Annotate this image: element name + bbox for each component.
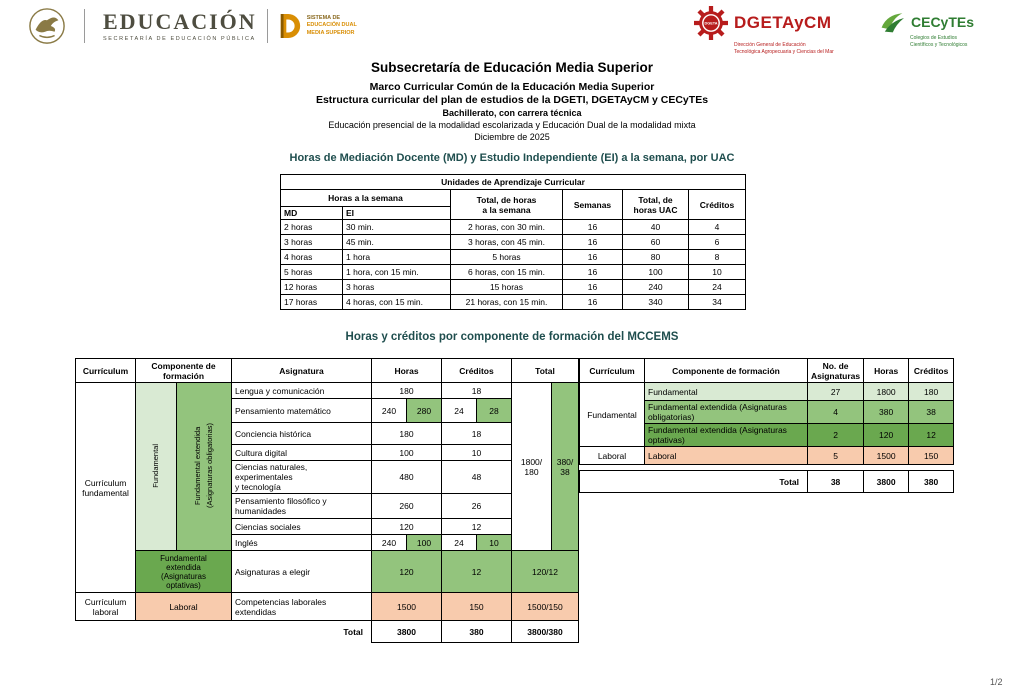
curriculum-cell: Fundamental: [580, 383, 645, 447]
dual-line3: MEDIA SUPERIOR: [306, 29, 355, 36]
table-row: [76, 383, 579, 399]
subject-creditos-ext: 10: [477, 535, 512, 551]
table-row: [580, 471, 954, 493]
grand-total-label: Total: [343, 626, 363, 637]
col-horas: Horas: [372, 359, 442, 383]
uac-cell: 16: [563, 295, 623, 310]
num-cell: 5: [808, 447, 864, 465]
uac-cell: 340: [623, 295, 689, 310]
uac-cell: 40: [623, 220, 689, 235]
subject-creditos: 18: [442, 383, 512, 399]
table-row: [76, 551, 579, 593]
table-row: [281, 235, 746, 250]
sep-logo: [28, 7, 257, 45]
cecytes-caption-1: Colegios de Estudios: [910, 35, 957, 41]
dgetaycm-caption-1: Dirección General de Educación: [734, 42, 806, 48]
optativas-label: Fundamental extendida (Asignaturas optativas): [136, 551, 232, 593]
table-row: [580, 447, 954, 465]
uac-cell: 34: [689, 295, 746, 310]
uac-cell: 15 horas: [451, 280, 563, 295]
uac-cell: 2 horas, con 30 min.: [451, 220, 563, 235]
col-curriculum: Currículum: [76, 359, 136, 383]
col-creditos: Créditos: [442, 359, 512, 383]
uac-cell: 8: [689, 250, 746, 265]
componente-cell: Fundamental: [645, 383, 808, 401]
header-divider: [267, 9, 268, 43]
dgetaycm-caption-2: Tecnológica Agropecuaria y Ciencias del Mar: [734, 48, 834, 55]
componente-cell: Fundamental extendida (Asignaturas optativas): [645, 424, 808, 447]
num-cell: 27: [808, 383, 864, 401]
num-cell: 2: [808, 424, 864, 447]
creditos-cell: 150: [909, 447, 954, 465]
uac-table: [280, 174, 746, 310]
subject-name: Pensamiento filosófico y humanidades: [232, 494, 372, 519]
uac-cell: 16: [563, 280, 623, 295]
curriculum-laboral-cell: Currículum laboral: [76, 593, 136, 621]
componente-cell: Fundamental extendida (Asignaturas obligatorias): [645, 401, 808, 424]
dual-logo: [278, 12, 357, 40]
uac-cell: 3 horas, con 45 min.: [451, 235, 563, 250]
subject-horas-ext: 280: [407, 399, 442, 423]
summary-total-label: Total: [580, 471, 808, 493]
page-title: Subsecretaría de Educación Media Superior: [370, 60, 654, 75]
uac-col-ei: EI: [343, 207, 451, 220]
components-section-title: Horas y créditos por componente de formación del MCCEMS: [345, 331, 679, 343]
sep-wordmark: EDUCACIÓN: [103, 8, 257, 34]
subject-name: Lengua y comunicación: [232, 383, 372, 399]
subject-horas: 180: [372, 383, 442, 399]
dgetaycm-logo: [694, 6, 874, 55]
laboral-horas: 1500: [372, 593, 442, 621]
col-num-asignaturas: No. de Asignaturas: [808, 359, 864, 383]
subtitle-1: Marco Curricular Común de la Educación Media Superior: [369, 80, 655, 93]
subject-horas: 480: [372, 461, 442, 494]
optativas-total: 120/12: [512, 551, 579, 593]
table-row: [76, 621, 579, 643]
subject-creditos: 12: [442, 519, 512, 535]
horas-cell: 1500: [864, 447, 909, 465]
table-row: [76, 593, 579, 621]
col-componente: Componente de formación: [136, 359, 232, 383]
horas-cell: 120: [864, 424, 909, 447]
uac-cell: 80: [623, 250, 689, 265]
uac-cell: 2 horas: [281, 220, 343, 235]
table-row: [281, 220, 746, 235]
uac-cell: 6: [689, 235, 746, 250]
table-row: [281, 250, 746, 265]
curriculum-cell: Laboral: [580, 447, 645, 465]
componente-cell: Laboral: [645, 447, 808, 465]
dgetaycm-gear-icon: [694, 6, 728, 40]
uac-cell: 4: [689, 220, 746, 235]
table-row: [281, 280, 746, 295]
uac-cell: 45 min.: [343, 235, 451, 250]
uac-cell: 24: [689, 280, 746, 295]
header-divider: [84, 9, 85, 43]
laboral-creditos: 150: [442, 593, 512, 621]
subject-creditos: 24: [442, 535, 477, 551]
subject-name: Cultura digital: [232, 445, 372, 461]
uac-cell: 16: [563, 265, 623, 280]
subject-creditos-ext: 28: [477, 399, 512, 423]
uac-cell: 4 horas, con 15 min.: [343, 295, 451, 310]
uac-cell: 30 min.: [343, 220, 451, 235]
laboral-asignatura: Competencias laborales extendidas: [232, 593, 372, 621]
subject-creditos: 26: [442, 494, 512, 519]
page-number: 1/2: [990, 677, 1003, 687]
total-fundamental-cell: 1800/ 180: [512, 383, 552, 551]
uac-col-md: MD: [281, 207, 343, 220]
table-row: [281, 265, 746, 280]
vertical-fundamental-label: Fundamental: [136, 383, 177, 551]
subtitle-3: Bachillerato, con carrera técnica: [442, 107, 582, 118]
uac-cell: 5 horas: [281, 265, 343, 280]
svg-text:DGETA: DGETA: [704, 21, 718, 26]
grand-total-creditos: 380: [442, 621, 512, 643]
subject-horas: 240: [372, 399, 407, 423]
creditos-cell: 38: [909, 401, 954, 424]
subject-horas: 180: [372, 423, 442, 445]
uac-cell: 21 horas, con 15 min.: [451, 295, 563, 310]
subject-name: Pensamiento matemático: [232, 399, 372, 423]
laboral-label: Laboral: [136, 593, 232, 621]
uac-cell: 12 horas: [281, 280, 343, 295]
subject-name: Inglés: [232, 535, 372, 551]
uac-cell: 3 horas: [281, 235, 343, 250]
uac-cell: 240: [623, 280, 689, 295]
uac-cell: 6 horas, con 15 min.: [451, 265, 563, 280]
grand-total-total: 3800/380: [512, 621, 579, 643]
dgetaycm-name: DGETAyCM: [734, 13, 832, 32]
curriculum-fundamental-cell: Currículum fundamental: [76, 383, 136, 593]
subject-name: Ciencias naturales, experimentales y tecnología: [232, 461, 372, 494]
col-creditos: Créditos: [909, 359, 954, 383]
uac-cell: 5 horas: [451, 250, 563, 265]
subject-creditos: 24: [442, 399, 477, 423]
uac-cell: 16: [563, 220, 623, 235]
num-cell: 4: [808, 401, 864, 424]
grand-total-horas: 3800: [372, 621, 442, 643]
uac-table-title: Horas de Mediación Docente (MD) y Estudio Independiente (EI) a la semana, por UAC: [289, 152, 735, 164]
subject-creditos: 10: [442, 445, 512, 461]
uac-cell: 16: [563, 250, 623, 265]
uac-cell: 60: [623, 235, 689, 250]
col-horas: Horas: [864, 359, 909, 383]
uac-cell: 3 horas: [343, 280, 451, 295]
laboral-total: 1500/150: [512, 593, 579, 621]
uac-cell: 100: [623, 265, 689, 280]
subject-horas: 260: [372, 494, 442, 519]
dual-line1: SISTEMA DE: [306, 14, 341, 21]
subject-name: Ciencias sociales: [232, 519, 372, 535]
subject-horas-ext: 100: [407, 535, 442, 551]
dual-line2: EDUCACIÓN DUAL: [306, 22, 357, 29]
subject-horas: 240: [372, 535, 407, 551]
optativas-asignatura: Asignaturas a elegir: [232, 551, 372, 593]
uac-col-total-uac: Total, de horas UAC: [623, 190, 689, 220]
cecytes-name: CECyTEs: [911, 14, 975, 30]
uac-col-total-week: Total, de horas a la semana: [451, 190, 563, 220]
cecytes-caption-2: Científicos y Tecnológicos: [910, 41, 968, 48]
subject-creditos: 18: [442, 423, 512, 445]
uac-top-header: Unidades de Aprendizaje Curricular: [281, 175, 746, 190]
document-titles: [0, 60, 1024, 143]
subject-horas: 120: [372, 519, 442, 535]
uac-cell: 10: [689, 265, 746, 280]
creditos-cell: 180: [909, 383, 954, 401]
subject-creditos: 48: [442, 461, 512, 494]
cecytes-logo: [878, 10, 1008, 48]
components-summary-table: [579, 358, 954, 493]
subtitle-2: Estructura curricular del plan de estudios de la DGETI, DGETAyCM y CECyTEs: [315, 93, 709, 106]
uac-cell: 16: [563, 235, 623, 250]
sep-tagline: SECRETARÍA DE EDUCACIÓN PÚBLICA: [103, 35, 256, 42]
col-total: Total: [512, 359, 579, 383]
subject-name: Conciencia histórica: [232, 423, 372, 445]
col-curriculum: Currículum: [580, 359, 645, 383]
subtitle-4: Educación presencial de la modalidad escolarizada y Educación Dual de la modalidad mixta: [328, 119, 696, 130]
cecytes-leaf-icon: [878, 10, 906, 34]
dual-d-icon: [278, 12, 302, 40]
uac-cell: 17 horas: [281, 295, 343, 310]
summary-total-creditos: 380: [909, 471, 954, 493]
eagle-seal-icon: [28, 7, 66, 45]
col-asignatura: Asignatura: [232, 359, 372, 383]
horas-cell: 1800: [864, 383, 909, 401]
horas-cell: 380: [864, 401, 909, 424]
table-row: [281, 295, 746, 310]
optativas-creditos: 12: [442, 551, 512, 593]
uac-cell: 4 horas: [281, 250, 343, 265]
summary-total-horas: 3800: [864, 471, 909, 493]
uac-cell: 1 hora: [343, 250, 451, 265]
total-extendida-cell: 380/ 38: [552, 383, 579, 551]
summary-total-num: 38: [808, 471, 864, 493]
optativas-horas: 120: [372, 551, 442, 593]
uac-col-semanas: Semanas: [563, 190, 623, 220]
creditos-cell: 12: [909, 424, 954, 447]
vertical-extendida-label: Fundamental extendida (Asignaturas obligatorias): [177, 383, 232, 551]
uac-col-creditos: Créditos: [689, 190, 746, 220]
table-row: [580, 383, 954, 401]
subject-horas: 100: [372, 445, 442, 461]
subtitle-5: Diciembre de 2025: [474, 132, 550, 143]
col-componente: Componente de formación: [645, 359, 808, 383]
uac-cell: 1 hora, con 15 min.: [343, 265, 451, 280]
uac-group-header: Horas a la semana: [281, 190, 451, 207]
components-detail-table: [75, 358, 579, 643]
